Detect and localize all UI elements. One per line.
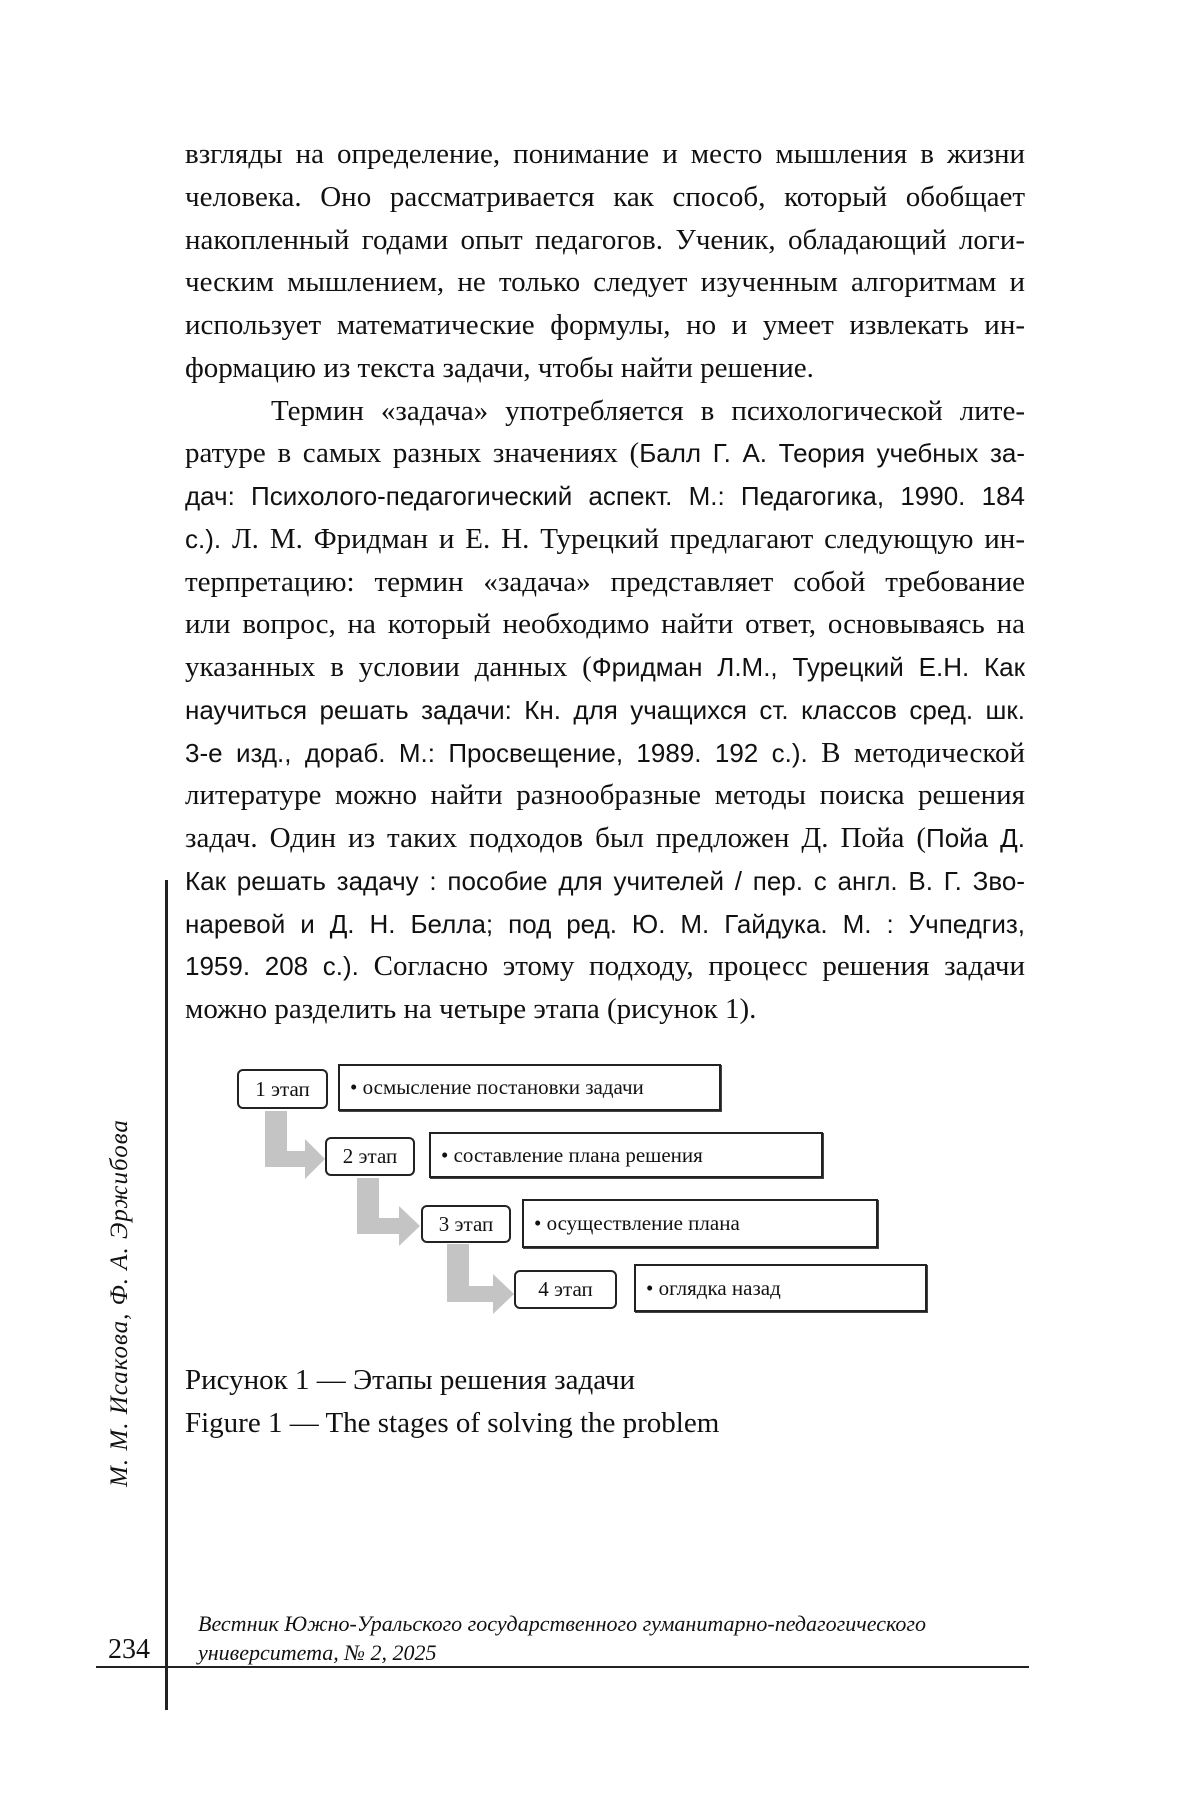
citation-text: наревой и Д. Н. Белла; под ред. Ю. М. Гайдука. М. : Учпедгиз, (185, 909, 1025, 939)
figure-caption-en: Figure 1 — The stages of solving the problem (185, 1407, 719, 1440)
stage-4-description: • оглядка назад (634, 1264, 927, 1312)
stage-1-description: • осмысление постановки задачи (338, 1064, 721, 1111)
arrow-3-to-4 (447, 1244, 514, 1314)
margin-vertical-rule (165, 880, 168, 1710)
stage-4-box: 4 этап (514, 1270, 617, 1309)
paragraph-text: указанных в условии данных ( (185, 651, 592, 683)
paragraph-text: В методической (808, 737, 1025, 769)
paragraph-text: ческим мышлением, не только следует изученным алгоритмам и (185, 266, 1025, 298)
paragraph-text: можно разделить на четыре этапа (рисунок 1). (185, 993, 756, 1025)
citation-text: 1959. 208 с.). (185, 951, 359, 981)
stage-1-box: 1 этап (237, 1069, 328, 1109)
paragraph-text: Л. М. Фридман и Е. Н. Турецкий предлагают следующую ин- (221, 523, 1025, 555)
paragraph-text: накопленный годами опыт педагогов. Ученик, обладающий логи- (185, 224, 1025, 256)
footer-rule (96, 1666, 1029, 1668)
figure-caption-ru: Рисунок 1 — Этапы решения задачи (185, 1364, 635, 1397)
paragraph-text: ратуре в самых разных значениях ( (185, 437, 639, 469)
paragraph-text: Термин «задача» употребляется в психологической лите- (271, 395, 1025, 427)
citation-text: дач: Психолого-педагогический аспект. М.: Педагогика, 1990. 184 (185, 481, 1025, 511)
stage-3-box: 3 этап (421, 1205, 511, 1243)
citation-text: Фридман Л.М., Турецкий Е.Н. Как (592, 652, 1025, 682)
paragraph-text: человека. Оно рассматривается как способ, который обобщает (185, 181, 1025, 213)
stage-2-description: • составление плана решения (429, 1132, 823, 1178)
citation-text: научиться решать задачи: Кн. для учащихся ст. классов сред. шк. (185, 695, 1025, 725)
page-number: 234 (108, 1634, 150, 1666)
running-head-authors: М. М. Исакова, Ф. А. Эржибова (106, 1119, 134, 1487)
citation-text: Пойа Д. (926, 823, 1025, 853)
paragraph-text: взгляды на определение, понимание и место мышления в жизни (185, 138, 1025, 170)
arrow-1-to-2 (265, 1111, 325, 1179)
citation-text: Как решать задачу : пособие для учителей / пер. с англ. В. Г. Зво- (185, 866, 1025, 896)
citation-text: с.). (185, 524, 221, 554)
citation-text: 3-е изд., дораб. М.: Просвещение, 1989. 192 с.). (185, 738, 808, 768)
paragraph-text: терпретацию: термин «задача» представляет собой требование (185, 566, 1025, 598)
stage-3-description: • осуществление плана (522, 1199, 878, 1248)
paragraph-text: задач. Один из таких подходов был предложен Д. Пойа ( (185, 822, 926, 854)
paragraph-text: формацию из текста задачи, чтобы найти решение. (185, 352, 814, 384)
paragraph-text: использует математические формулы, но и умеет извлекать ин- (185, 309, 1025, 341)
figure-arrows (0, 0, 1200, 1798)
journal-title-line-1: Вестник Южно-Уральского государственного гуманитарно-педагогического (198, 1611, 926, 1637)
journal-title-line-2: университета, № 2, 2025 (198, 1640, 437, 1666)
stage-2-box: 2 этап (325, 1137, 415, 1176)
paragraph-text: Согласно этому подходу, процесс решения задачи (359, 950, 1025, 982)
paragraph-text: литературе можно найти разнообразные методы поиска решения (185, 779, 1025, 811)
citation-text: Балл Г. А. Теория учебных за- (639, 438, 1025, 468)
paragraph-text: или вопрос, на который необходимо найти ответ, основываясь на (185, 608, 1025, 640)
arrow-2-to-3 (357, 1178, 420, 1246)
